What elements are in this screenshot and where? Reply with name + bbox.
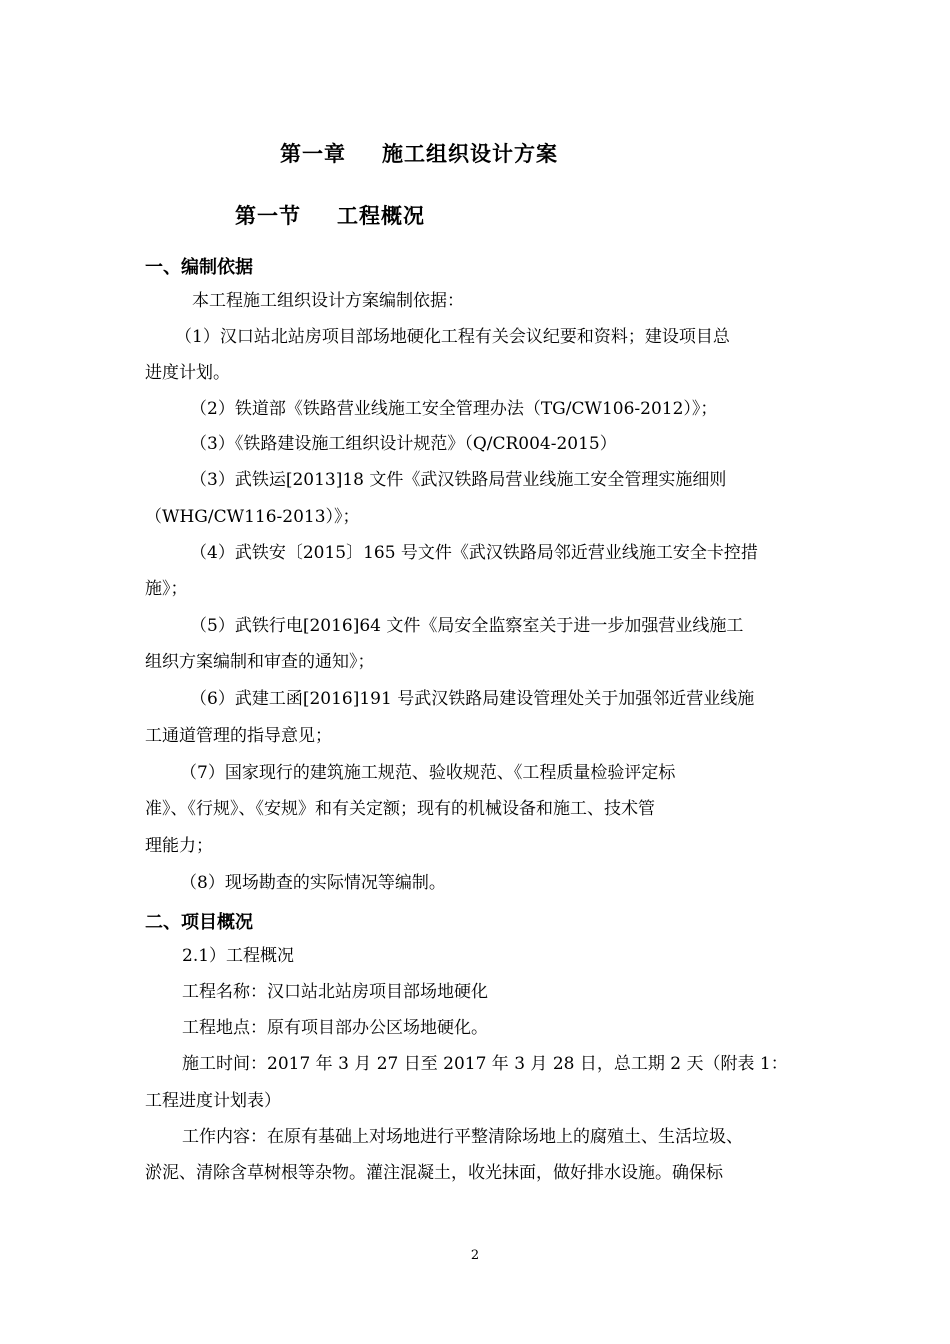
page-number: 2	[470, 1248, 480, 1263]
chapter-number: 第一章	[280, 142, 346, 166]
item-1-line-1: （1）汉口站北站房项目部场地硬化工程有关会议纪要和资料；建设项目总	[175, 327, 730, 347]
item-5-line-1: （4）武铁安〔2015〕165 号文件《武汉铁路局邻近营业线施工安全卡控措	[190, 543, 758, 563]
heading-overview: 二、项目概况	[145, 912, 253, 933]
project-location: 工程地点：原有项目部办公区场地硬化。	[182, 1018, 488, 1038]
schedule-line-1: 施工时间：2017 年 3 月 27 日至 2017 年 3 月 28 日，总工期 2 天（附表 1：	[182, 1054, 788, 1074]
section-name: 工程概况	[337, 204, 425, 228]
overview-subheading: 2.1）工程概况	[182, 946, 295, 966]
item-9: （8）现场勘查的实际情况等编制。	[180, 873, 446, 893]
work-content-line-2: 淤泥、清除含草树根等杂物。灌注混凝土，收光抹面，做好排水设施。确保标	[145, 1163, 723, 1183]
intro-line: 本工程施工组织设计方案编制依据：	[192, 291, 464, 311]
item-4-line-1: （3）武铁运[2013]18 文件《武汉铁路局营业线施工安全管理实施细则	[190, 470, 727, 490]
item-8-line-1: （7）国家现行的建筑施工规范、验收规范、《工程质量检验评定标	[180, 763, 676, 783]
item-4-line-2: （WHG/CW116-2013）》；	[145, 507, 360, 527]
item-6-line-1: （5）武铁行电[2016]64 文件《局安全监察室关于进一步加强营业线施工	[190, 616, 744, 636]
item-2: （2）铁道部《铁路营业线施工安全管理办法（TG/CW106-2012）》；	[190, 399, 718, 419]
section-title	[235, 200, 425, 230]
heading-basis: 一、编制依据	[145, 257, 253, 278]
item-8-line-2: 准》、《行规》、《安规》和有关定额；现有的机械设备和施工、技术管	[145, 799, 655, 819]
item-5-line-2: 施》；	[145, 579, 188, 599]
section-number: 第一节	[235, 204, 301, 228]
item-8-line-3: 理能力；	[145, 836, 213, 856]
item-7-line-2: 工通道管理的指导意见；	[145, 726, 332, 746]
item-7-line-1: （6）武建工函[2016]191 号武汉铁路局建设管理处关于加强邻近营业线施	[190, 689, 755, 709]
chapter-name: 施工组织设计方案	[382, 142, 558, 166]
project-name: 工程名称：汉口站北站房项目部场地硬化	[182, 982, 488, 1002]
chapter-title	[280, 138, 558, 168]
schedule-line-2: 工程进度计划表）	[145, 1091, 281, 1111]
item-6-line-2: 组织方案编制和审查的通知》；	[145, 652, 375, 672]
work-content-line-1: 工作内容：在原有基础上对场地进行平整清除场地上的腐殖土、生活垃圾、	[182, 1127, 743, 1147]
item-3: （3）《铁路建设施工组织设计规范》（Q/CR004-2015）	[190, 434, 617, 454]
item-1-line-2: 进度计划。	[145, 363, 230, 383]
